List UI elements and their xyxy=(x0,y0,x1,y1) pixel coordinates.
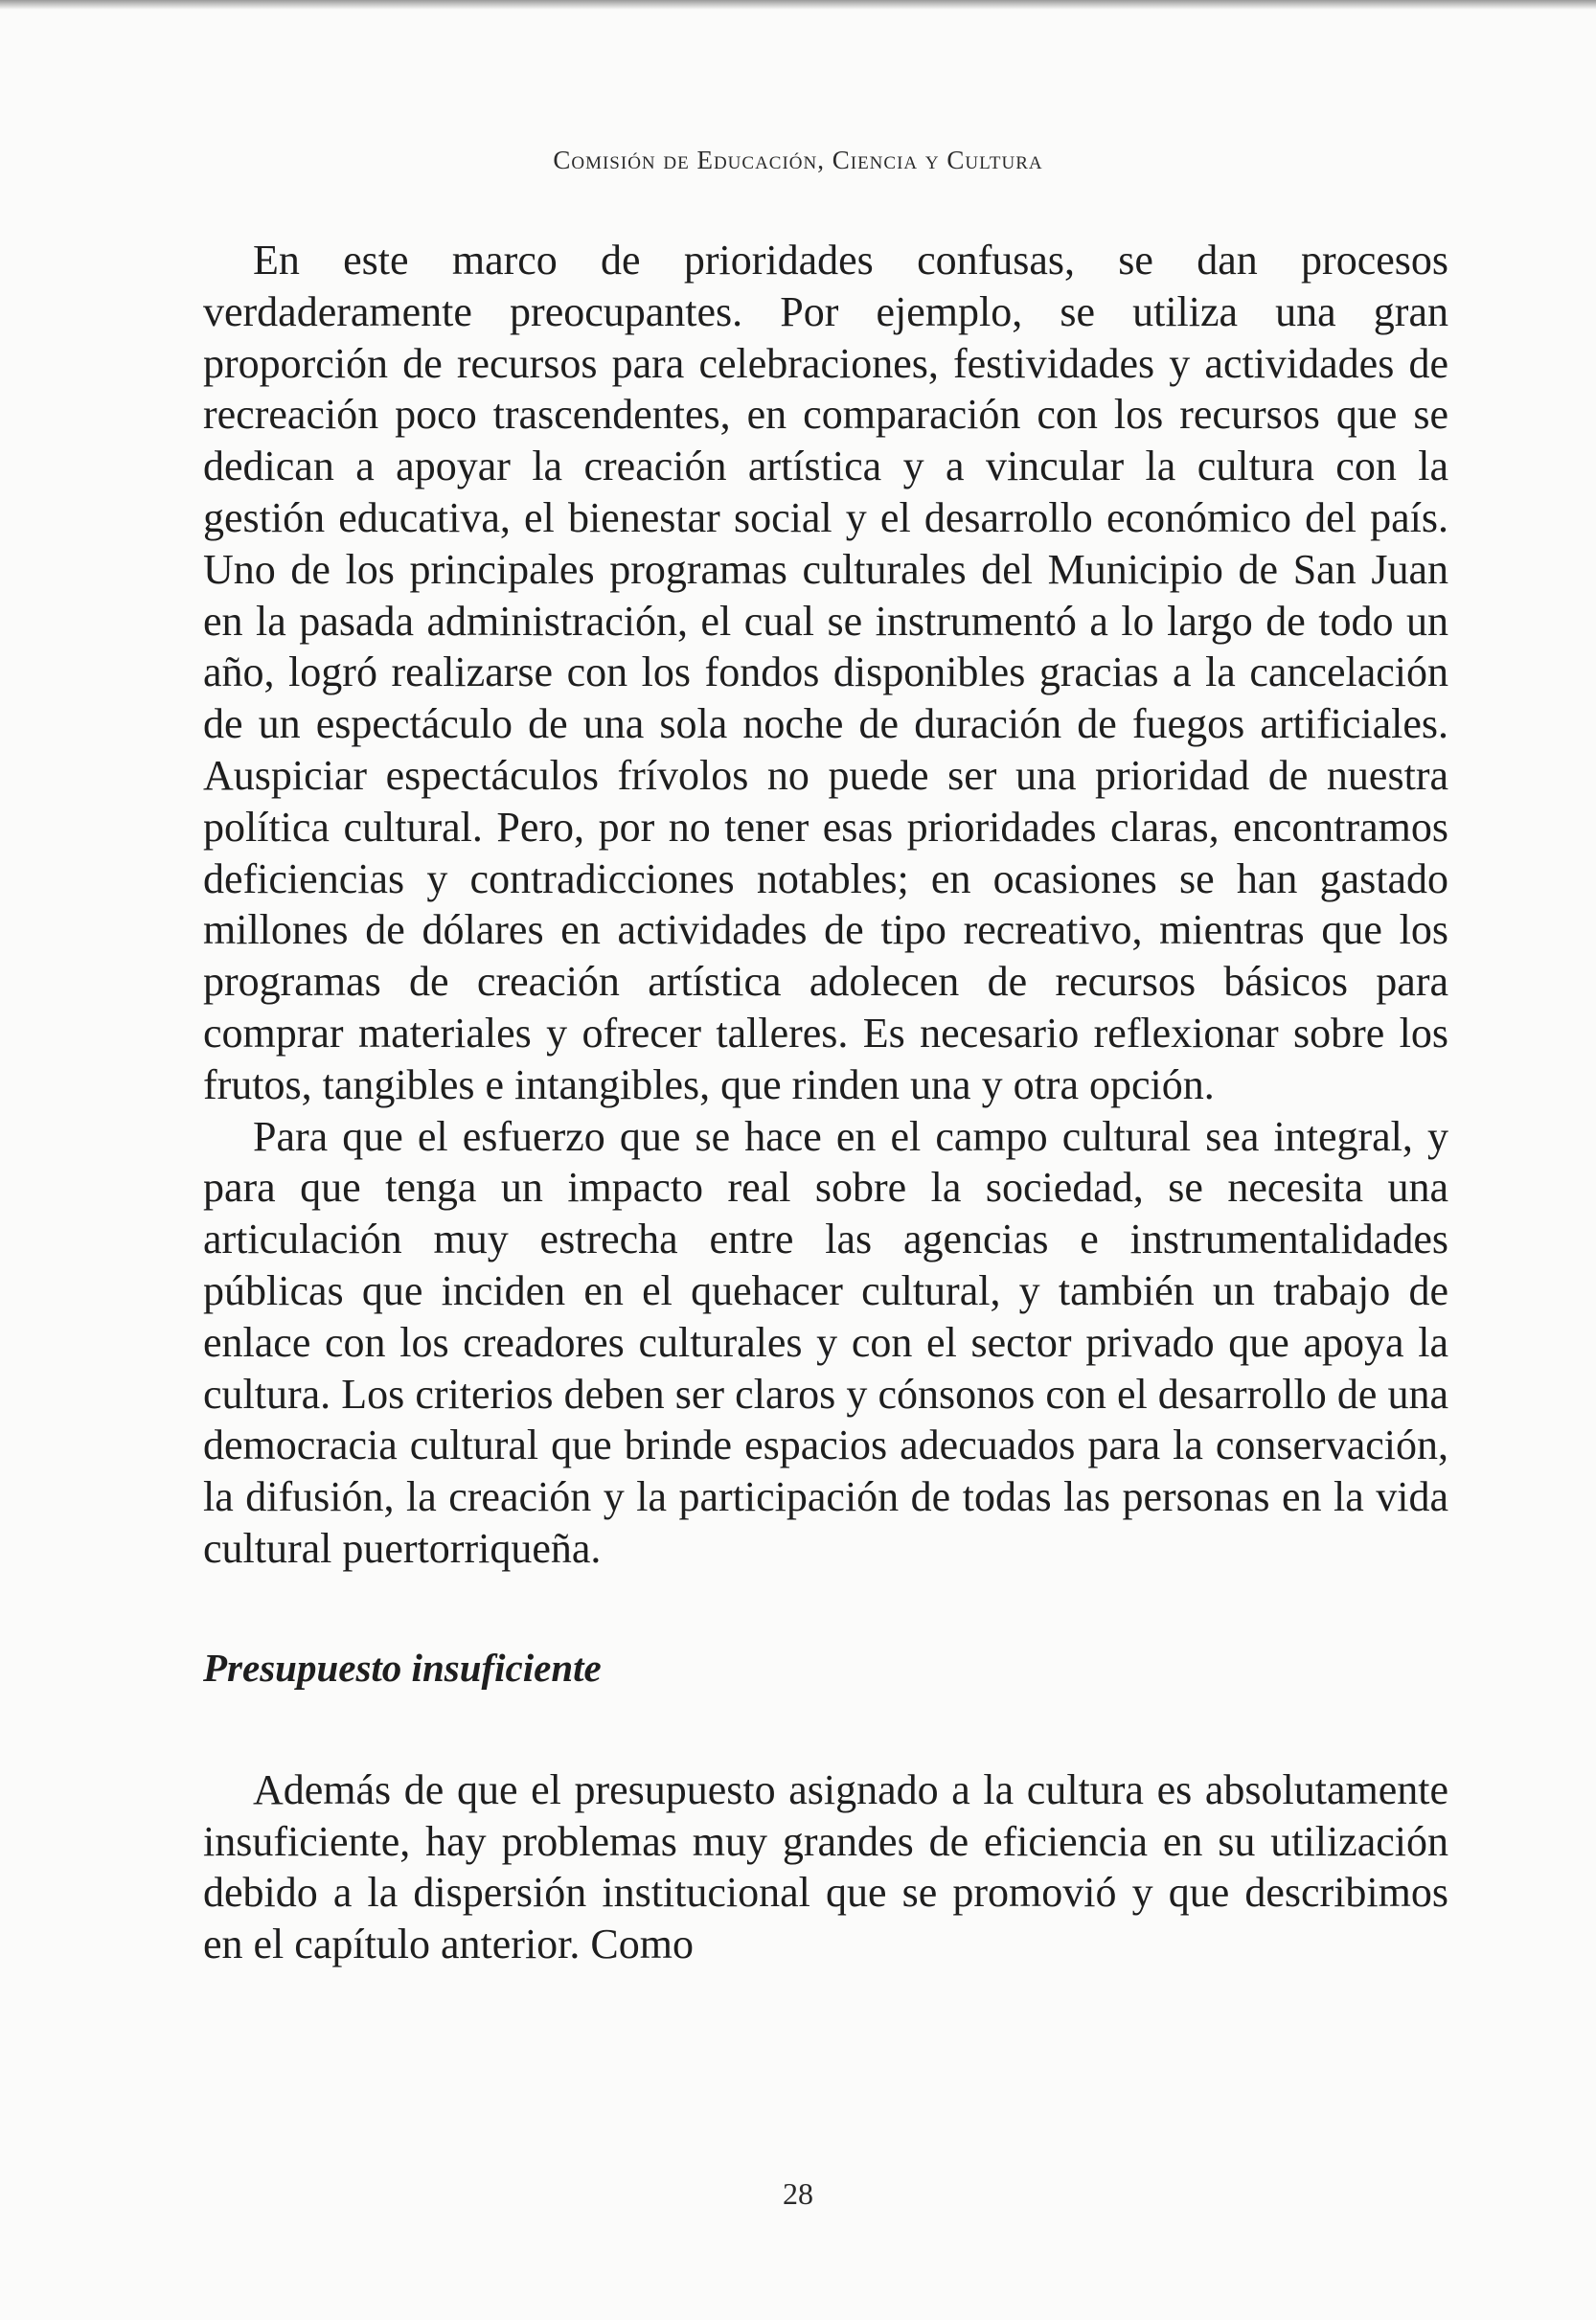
running-head-text: Comisión de Educación, Ciencia y Cultura xyxy=(553,146,1043,174)
page-number: 28 xyxy=(783,2176,813,2211)
body-text xyxy=(203,235,1448,1970)
page-top-edge xyxy=(0,0,1596,10)
running-head xyxy=(0,146,1596,175)
paragraph-3: Además de que el presupuesto asignado a la cultura es absolutamente insuficiente, hay problemas muy grandes de eficiencia en su utilización debido a la dispersión institucional que se promovió y que describimos en el capítulo anterior. Como xyxy=(203,1765,1448,1968)
paragraph-2: Para que el esfuerzo que se hace en el campo cultural sea integral, y para que tenga un impacto real sobre la sociedad, se necesita una articulación muy estrecha entre las agencias e instrumentalidades públicas que inciden en el quehacer cultural, y también un trabajo de enlace con los creadores culturales y con el sector privado que apoya la cultura. Los criterios deben ser claros y cónsonos con el desarrollo de una democracia cultural que brinde espacios adecuados para la conservación, la difusión, la creación y la participación de todas las personas en la vida cultural puertorriqueña. xyxy=(203,1112,1448,1572)
section-heading: Presupuesto insuficiente xyxy=(203,1645,602,1690)
paragraph-1: En este marco de prioridades confusas, se dan procesos verdaderamente preocupantes. Por ejemplo, se utiliza una gran proporción de recursos para celebraciones, festividades y actividades de recreación poco trascendentes, en comparación con los recursos que se dedican a apoyar la creación artística y a vincular la cultura con la gestión educativa, el bienestar social y el desarrollo económico del país. Uno de los principales programas culturales del Municipio de San Juan en la pasada administración, el cual se instrumentó a lo largo de todo un año, logró realizarse con los fondos disponibles gracias a la cancelación de un espectáculo de una sola noche de duración de fuegos artificiales. Auspiciar espectáculos frívolos no puede ser una prioridad de nuestra política cultural. Pero, por no tener esas prioridades claras, encontramos deficiencias y contradicciones notables; en ocasiones se han gastado millones de dólares en actividades de tipo recreativo, mientras que los programas de creación artística adolecen de recursos básicos para comprar materiales y ofrecer talleres. Es necesario reflexionar sobre los frutos, tangibles e intangibles, que rinden una y otra opción. xyxy=(203,237,1448,1108)
